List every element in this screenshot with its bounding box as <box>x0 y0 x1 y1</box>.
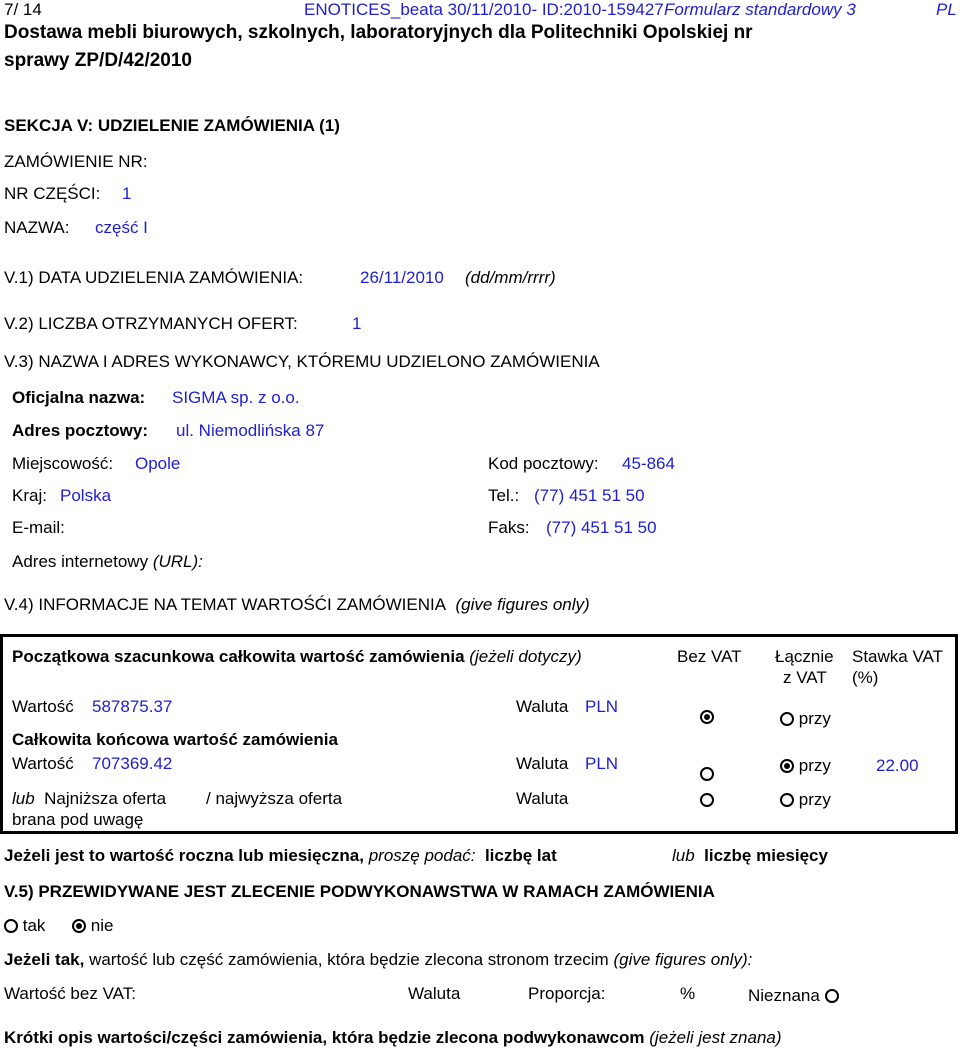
column-header-lacznie: Łącznie <box>775 647 834 666</box>
subcontracting-if-yes <box>4 950 752 970</box>
percent-sign: % <box>680 984 696 1003</box>
subcontracting-yes-radio[interactable] <box>4 916 45 936</box>
initial-currency-value: PLN <box>585 697 619 716</box>
initial-value-amount: 587875.37 <box>92 697 173 716</box>
url-label-suffix: (URL): <box>152 552 203 571</box>
subcontracting-yes-label: tak <box>22 916 46 935</box>
radio-empty-icon <box>780 793 794 807</box>
final-currency-label: Waluta <box>516 754 569 773</box>
country-value: Polska <box>60 486 112 505</box>
offer-currency-label: Waluta <box>516 789 569 808</box>
radio-empty-icon <box>700 767 714 781</box>
lowest-offer-row <box>12 789 166 809</box>
postal-address-value: ul. Niemodlińska 87 <box>176 421 325 440</box>
contract-value-heading-text: V.4) INFORMACJE NA TEMAT WARTOŚĆI ZAMÓWIENIA <box>4 595 447 614</box>
offer-przy-label: przy <box>798 790 831 809</box>
phone-value: (77) 451 51 50 <box>534 486 645 505</box>
official-name-value: SIGMA sp. z o.o. <box>172 388 300 407</box>
subcontract-description-label: Krótki opis wartości/części zamówienia, która będzie zlecona podwykonawcom <box>4 1028 645 1047</box>
city-label: Miejscowość: <box>12 454 114 473</box>
official-name-label: Oficjalna nazwa: <box>12 388 146 407</box>
name-value: część I <box>95 218 148 237</box>
radio-empty-icon <box>780 712 794 726</box>
initial-value-heading-text: Początkowa szacunkowa całkowita wartość zamówienia <box>12 647 465 666</box>
postal-code-value: 45-864 <box>622 454 675 473</box>
fax-label: Faks: <box>488 518 530 537</box>
initial-bez-vat-radio[interactable] <box>700 707 714 727</box>
contractor-heading: V.3) NAZWA I ADRES WYKONAWCY, KTÓREMU UDZIELONO ZAMÓWIENIA <box>4 352 600 371</box>
initial-z-vat-radio[interactable] <box>780 709 831 729</box>
final-przy-label: przy <box>798 756 831 775</box>
offers-count-value: 1 <box>352 314 362 333</box>
radio-empty-icon <box>700 793 714 807</box>
radio-empty-icon <box>4 919 18 933</box>
radio-selected-icon <box>700 710 714 724</box>
award-date-format: (dd/mm/rrrr) <box>465 268 556 287</box>
name-label: NAZWA: <box>4 218 70 237</box>
subcontract-description <box>4 1028 782 1048</box>
subcontracting-currency-label: Waluta <box>408 984 461 1003</box>
initial-value-heading <box>12 647 582 667</box>
url-label-text: Adres internetowy <box>12 552 149 571</box>
award-date-value: 26/11/2010 <box>360 268 444 287</box>
postal-code-label: Kod pocztowy: <box>488 454 599 473</box>
offer-bez-vat-radio[interactable] <box>700 790 714 810</box>
offer-z-vat-radio[interactable] <box>780 790 831 810</box>
if-yes-bold: Jeżeli tak, <box>4 950 85 969</box>
initial-value-label: Wartość <box>12 697 74 716</box>
contract-value-heading <box>4 595 590 615</box>
final-value-amount: 707369.42 <box>92 754 173 773</box>
highest-offer-label: / najwyższa oferta <box>206 789 343 808</box>
subcontracting-no-label: nie <box>90 916 114 935</box>
city-value: Opole <box>135 454 181 473</box>
part-number-value: 1 <box>122 184 132 203</box>
final-z-vat-radio[interactable] <box>780 756 831 776</box>
country-label: Kraj: <box>12 486 47 505</box>
months-row <box>672 846 828 866</box>
column-header-percent: (%) <box>852 668 879 687</box>
postal-address-label: Adres pocztowy: <box>12 421 149 440</box>
column-header-stawka: Stawka VAT <box>852 647 944 666</box>
radio-selected-icon <box>72 919 86 933</box>
final-bez-vat-radio[interactable] <box>700 764 714 784</box>
final-value-heading: Całkowita końcowa wartość zamówienia <box>12 730 338 749</box>
lub-label: lub <box>12 789 35 808</box>
order-number-label: ZAMÓWIENIE NR: <box>4 152 148 171</box>
subcontracting-heading: V.5) PRZEWIDYWANE JEST ZLECENIE PODWYKONAWSTWA W RAMACH ZAMÓWIENIA <box>4 882 715 901</box>
subcontracting-no-radio[interactable] <box>72 916 113 936</box>
radio-empty-icon <box>825 989 839 1003</box>
email-label: E-mail: <box>12 518 65 537</box>
column-header-z-vat: z VAT <box>783 668 827 687</box>
offers-count-label: V.2) LICZBA OTRZYMANYCH OFERT: <box>4 314 298 333</box>
subcontract-description-note: (jeżeli jest znana) <box>649 1028 782 1047</box>
document-title-line2: sprawy ZP/D/42/2010 <box>4 50 192 71</box>
column-header-bez-vat: Bez VAT <box>677 647 742 666</box>
months-label: liczbę miesięcy <box>704 846 828 865</box>
months-lub-label: lub <box>672 846 695 865</box>
annual-value-label: Jeżeli jest to wartość roczna lub miesięczna, <box>4 846 364 865</box>
initial-value-heading-note: (jeżeli dotyczy) <box>469 647 582 666</box>
form-name: Formularz standardowy 3 <box>664 0 856 19</box>
initial-przy-label: przy <box>798 709 831 728</box>
if-yes-note: (give figures only): <box>613 950 753 969</box>
radio-selected-icon <box>780 759 794 773</box>
unknown-radio[interactable] <box>748 986 839 1006</box>
unknown-label: Nieznana <box>748 986 820 1005</box>
section-heading: SEKCJA V: UDZIELENIE ZAMÓWIENIA (1) <box>4 116 340 135</box>
proportion-label: Proporcja: <box>528 984 606 1003</box>
part-number-label: NR CZĘŚCI: <box>4 184 101 203</box>
award-date-label: V.1) DATA UDZIELENIA ZAMÓWIENIA: <box>4 268 304 287</box>
page-number: 7/ 14 <box>4 0 42 19</box>
document-title-line1: Dostawa mebli biurowych, szkolnych, laboratoryjnych dla Politechniki Opolskiej nr <box>4 22 753 43</box>
initial-currency-label: Waluta <box>516 697 569 716</box>
final-currency-value: PLN <box>585 754 619 773</box>
fax-value: (77) 451 51 50 <box>546 518 657 537</box>
url-label <box>12 552 203 572</box>
final-value-label: Wartość <box>12 754 74 773</box>
lowest-offer-label: Najniższa oferta <box>44 789 167 808</box>
language-code: PL <box>936 0 957 19</box>
final-vat-rate: 22.00 <box>876 756 919 775</box>
contract-value-heading-note: (give figures only) <box>455 595 590 614</box>
if-yes-text: wartość lub część zamówienia, która będzie zlecona stronom trzecim <box>89 950 609 969</box>
annual-value-note: proszę podać: <box>368 846 476 865</box>
phone-label: Tel.: <box>488 486 520 505</box>
notice-id: ENOTICES_beata 30/11/2010- ID:2010-159427 <box>304 0 664 19</box>
annual-value-row <box>4 846 557 866</box>
years-label: liczbę lat <box>484 846 557 865</box>
value-no-vat-label: Wartość bez VAT: <box>4 984 136 1003</box>
considered-label: brana pod uwagę <box>12 810 144 829</box>
